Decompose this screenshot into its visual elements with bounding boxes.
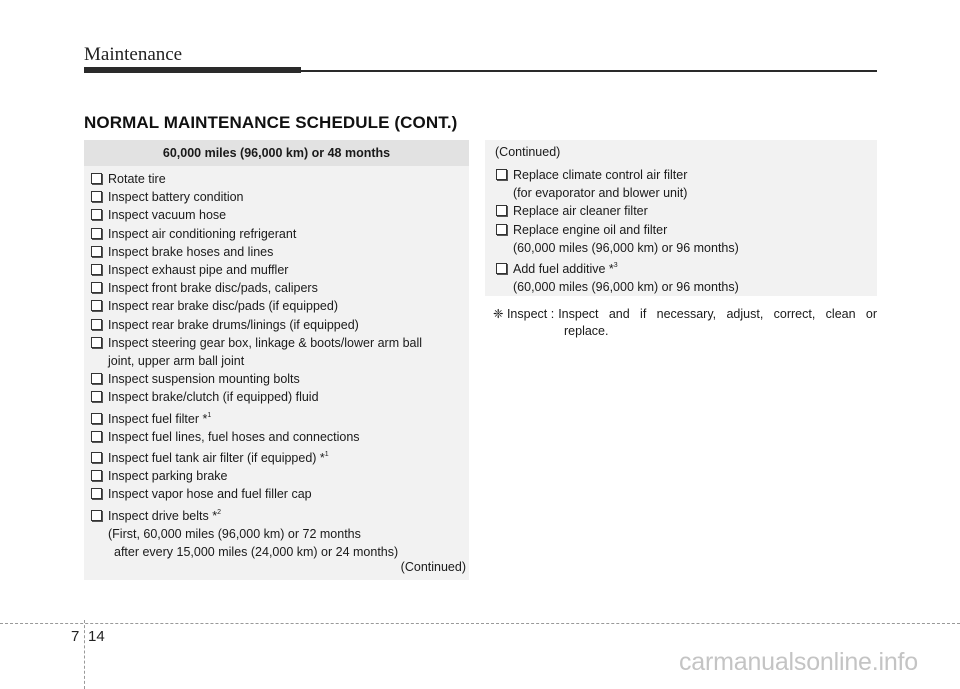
list-item: Inspect front brake disc/pads, calipers (91, 279, 466, 297)
checkbox-icon (496, 224, 507, 235)
list-item: Inspect fuel tank air filter (if equipped) *$^1$ (91, 446, 466, 467)
footer-divider (84, 620, 85, 689)
list-item: Inspect vacuum hose (91, 206, 466, 224)
list-item: Inspect brake hoses and lines (91, 243, 466, 261)
list-item: Inspect suspension mounting bolts (91, 370, 466, 388)
list-item: Inspect air conditioning refrigerant (91, 225, 466, 243)
note-text-continued: replace. (564, 324, 609, 338)
list-item: Inspect exhaust pipe and muffler (91, 261, 466, 279)
footnote-marker: 3 (613, 262, 618, 270)
list-item: Inspect vapor hose and fuel filler cap (91, 485, 466, 503)
checkbox-icon (91, 413, 102, 424)
list-item: Add fuel additive *$^3$ (496, 257, 871, 278)
checkbox-icon (91, 488, 102, 499)
list-item: Inspect battery condition (91, 188, 466, 206)
list-item: Rotate tire (91, 170, 466, 188)
list-item-detail: (First, 60,000 miles (96,000 km) or 72 months (108, 526, 361, 541)
checkbox-icon (91, 282, 102, 293)
checklist (91, 170, 466, 561)
checkbox-icon (496, 169, 507, 180)
footnote-marker: 2 (217, 508, 221, 516)
list-item-continuation: joint, upper arm ball joint (108, 354, 245, 369)
list-item: Inspect fuel lines, fuel hoses and connections (91, 428, 466, 446)
chapter-number: 7 (71, 628, 80, 645)
list-item: Replace climate control air filter (496, 166, 871, 184)
page-number: 14 (88, 628, 105, 645)
list-item: Inspect drive belts *$^2$ (91, 504, 466, 525)
checkbox-icon (91, 391, 102, 402)
running-head: Maintenance (84, 44, 183, 65)
list-item: Inspect rear brake disc/pads (if equipped) (91, 297, 466, 315)
inspect-note (493, 306, 877, 340)
checkbox-icon (91, 319, 102, 330)
list-item-detail: (for evaporator and blower unit) (513, 186, 688, 201)
section-title: NORMAL MAINTENANCE SCHEDULE (CONT.) (84, 113, 458, 132)
list-item: Replace engine oil and filter (496, 221, 871, 239)
interval-heading: 60,000 miles (96,000 km) or 48 months (84, 140, 469, 166)
checkbox-icon (91, 431, 102, 442)
header-rule-thick (84, 67, 301, 73)
list-item: Inspect rear brake drums/linings (if equipped) (91, 316, 466, 334)
footnote-marker: 1 (207, 411, 212, 419)
schedule-panel-60000 (84, 140, 469, 580)
note-text: Inspect and if necessary, adjust, correct, clean or (558, 307, 877, 321)
list-item-detail: (60,000 miles (96,000 km) or 96 months) (513, 240, 739, 255)
checkbox-icon (91, 191, 102, 202)
checkbox-icon (496, 263, 507, 274)
checkbox-icon (91, 337, 102, 348)
checkbox-icon (91, 264, 102, 275)
checkbox-icon (91, 209, 102, 220)
list-item: Inspect brake/clutch (if equipped) fluid (91, 388, 466, 406)
header-rule-thin (301, 70, 877, 72)
list-item-detail: (60,000 miles (96,000 km) or 96 months) (513, 280, 739, 295)
list-item: Inspect fuel filter *$^1$ (91, 407, 466, 428)
checkbox-icon (91, 246, 102, 257)
checklist (496, 166, 871, 296)
checkbox-icon (91, 373, 102, 384)
list-item: Inspect parking brake (91, 467, 466, 485)
list-item: Replace air cleaner filter (496, 202, 871, 220)
checkbox-icon (91, 510, 102, 521)
checkbox-icon (91, 228, 102, 239)
list-item: Inspect steering gear box, linkage & boots/lower arm ball (91, 334, 466, 352)
checkbox-icon (91, 300, 102, 311)
footnote-marker: 1 (324, 451, 329, 459)
continued-label: (Continued) (495, 145, 561, 159)
checkbox-icon (496, 205, 507, 216)
checkbox-icon (91, 173, 102, 184)
list-item-detail: after every 15,000 miles (24,000 km) or 24 months) (114, 545, 399, 560)
footer-rule (0, 623, 960, 624)
continued-label: (Continued) (400, 560, 466, 574)
checkbox-icon (91, 452, 102, 463)
schedule-panel-continued (485, 140, 877, 296)
note-label: ❈ Inspect : (493, 307, 555, 321)
watermark: carmanualsonline.info (678, 648, 918, 676)
checkbox-icon (91, 470, 102, 481)
